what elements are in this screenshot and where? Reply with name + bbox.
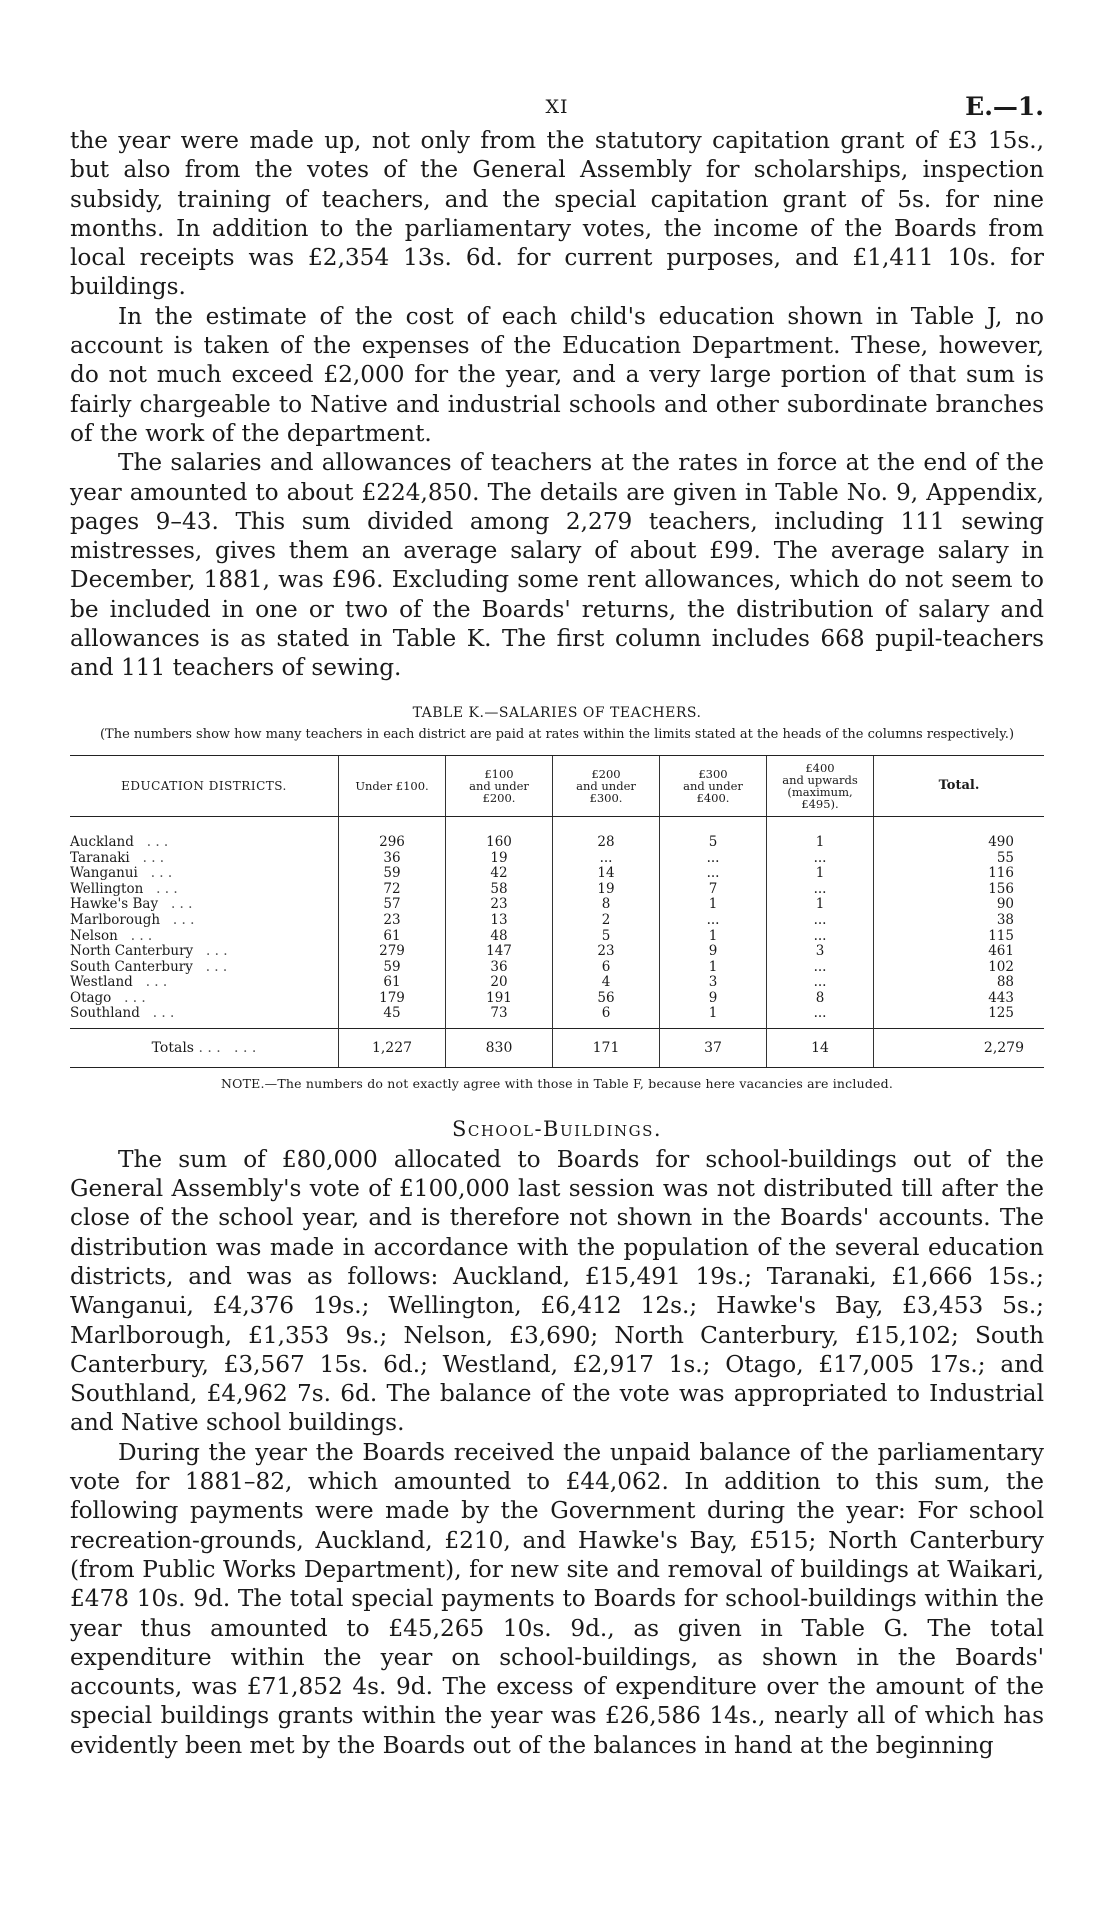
table-row xyxy=(70,991,1044,1007)
table-row xyxy=(70,881,1044,897)
cell-total: 38 xyxy=(874,913,1045,929)
cell-400-upwards: 1 xyxy=(767,816,874,850)
cell-300-400: 1 xyxy=(660,1006,767,1028)
table-header-row xyxy=(70,755,1044,816)
leader-dots: . . . xyxy=(133,833,169,850)
header-label-line: (maximum, xyxy=(787,784,853,799)
cell-total: 55 xyxy=(874,850,1045,866)
header-under-100: Under £100. xyxy=(339,755,446,816)
cell-200-300: 6 xyxy=(553,959,660,975)
table-note: (The numbers show how many teachers in each district are paid at rates within the limits stated at the heads of the columns respectively.) xyxy=(99,726,1015,742)
district-name: Wanganui xyxy=(70,865,138,882)
cell-200-300: 28 xyxy=(553,816,660,850)
paragraph-buildings-vote: The sum of £80,000 allocated to Boards for school-buildings out of the General Assembly's vote of £100,000 last session was not distributed till after the close of the school year, and is therefore not shown in the Boards' accounts. The distribution was made in accordance with the population of the several education districts, and was as follows: Auckland, £15,491 19s.; Taranaki, £1,666 15s.; Wanganui, £4,376 19s.; Wellington, £6,412 12s.; Hawke's Bay, £3,453 5s.; Marlborough, £1,353 9s.; Nelson, £3,690; North Canterbury, £15,102; South Canterbury, £3,567 15s. 6d.; Westland, £2,917 1s.; Otago, £17,005 17s.; and Southland, £4,962 7s. 6d. The balance of the vote was appropriated to Industrial and Native school buildings. xyxy=(70,1145,1044,1437)
cell-300-400: ... xyxy=(660,850,767,866)
district-cell xyxy=(70,816,339,850)
table-row xyxy=(70,897,1044,913)
section-title: School-Buildings. xyxy=(451,1116,663,1141)
cell-400-upwards: 1 xyxy=(767,866,874,882)
cell-total: 88 xyxy=(874,975,1045,991)
leader-dots: . . . xyxy=(111,989,146,1006)
cell-total: 156 xyxy=(874,881,1045,897)
cell-300-400: 1 xyxy=(660,959,767,975)
cell-200-300: 2 xyxy=(553,913,660,929)
header-label-line: £495). xyxy=(801,796,839,811)
cell-under-100: 45 xyxy=(339,1006,446,1028)
cell-300-400: 1 xyxy=(660,928,767,944)
cell-100-200: 13 xyxy=(446,913,553,929)
table-caption: TABLE K.—SALARIES OF TEACHERS. xyxy=(412,704,702,721)
cell-400-upwards: ... xyxy=(767,913,874,929)
totals-under-100: 1,227 xyxy=(339,1028,446,1067)
cell-under-100: 296 xyxy=(339,816,446,850)
cell-under-100: 59 xyxy=(339,959,446,975)
district-cell xyxy=(70,913,339,929)
district-name: Otago xyxy=(70,989,112,1006)
cell-400-upwards: ... xyxy=(767,881,874,897)
cell-total: 115 xyxy=(874,928,1045,944)
cell-300-400: 1 xyxy=(660,897,767,913)
district-cell xyxy=(70,1006,339,1028)
header-label-line: and under xyxy=(683,778,743,793)
leader-dots: . . . xyxy=(132,974,168,991)
district-cell xyxy=(70,959,339,975)
district-cell xyxy=(70,897,339,913)
district-name: North Canterbury xyxy=(70,943,194,960)
paragraph-salaries: The salaries and allowances of teachers at the rates in force at the end of the year amounted to about £224,850. The details are given in Table No. 9, Appendix, pages 9–43. This sum divided among 2,279 teachers, including 111 sewing mistresses, gives them an average salary of about £99. The average salary in December, 1881, was £96. Excluding some rent allowances, which do not seem to be included in one or two of the Boards' returns, the distribution of salary and allowances is as stated in Table K. The first column includes 668 pupil-teachers and 111 teachers of sewing. xyxy=(70,449,1044,682)
cell-200-300: 6 xyxy=(553,1006,660,1028)
cell-total: 125 xyxy=(874,1006,1045,1028)
totals-label: Totals xyxy=(151,1039,194,1056)
header-label-line: £400. xyxy=(696,790,730,805)
cell-total: 461 xyxy=(874,944,1045,960)
cell-200-300: 19 xyxy=(553,881,660,897)
header-total: Total. xyxy=(874,755,1045,816)
cell-under-100: 36 xyxy=(339,850,446,866)
table-row xyxy=(70,866,1044,882)
cell-100-200: 20 xyxy=(446,975,553,991)
cell-100-200: 191 xyxy=(446,991,553,1007)
table-row xyxy=(70,928,1044,944)
cell-under-100: 23 xyxy=(339,913,446,929)
cell-300-400: 5 xyxy=(660,816,767,850)
paragraph-continued: the year were made up, not only from the statutory capitation grant of £3 15s., but also from the votes of the General Assembly for scholarships, inspection subsidy, training of teachers, and the special capitation grant of 5s. for nine months. In addition to the parliamentary votes, the income of the Boards from local receipts was £2,354 13s. 6d. for current purposes, and £1,411 10s. for buildings. xyxy=(70,127,1044,301)
header-400-upwards xyxy=(767,755,874,816)
paragraph-cost-estimate: In the estimate of the cost of each child's education shown in Table J, no account is taken of the expenses of the Education Department. These, however, do not much exceed £2,000 for the year, and a very large portion of that sum is fairly chargeable to Native and industrial schools and other subordinate branches of the work of the department. xyxy=(70,302,1044,447)
leader-dots: . . . xyxy=(129,849,165,866)
header-label-line: £300. xyxy=(589,790,623,805)
cell-400-upwards: ... xyxy=(767,959,874,975)
district-name: Taranaki xyxy=(70,849,130,866)
district-cell xyxy=(70,928,339,944)
leader-dots: . . . xyxy=(137,865,173,882)
cell-300-400: 7 xyxy=(660,881,767,897)
cell-total: 90 xyxy=(874,897,1045,913)
district-name: Wellington xyxy=(70,880,144,897)
cell-under-100: 279 xyxy=(339,944,446,960)
header-200-300 xyxy=(553,755,660,816)
cell-300-400: 3 xyxy=(660,975,767,991)
cell-under-100: 72 xyxy=(339,881,446,897)
leader-dots: . . . xyxy=(192,958,228,975)
table-body xyxy=(70,816,1044,1028)
leader-dots: . . . xyxy=(139,1005,175,1022)
table-row xyxy=(70,944,1044,960)
salaries-table xyxy=(70,755,1044,1068)
header-300-400 xyxy=(660,755,767,816)
cell-200-300: 4 xyxy=(553,975,660,991)
header-label-line: £400 xyxy=(805,760,835,775)
cell-total: 102 xyxy=(874,959,1045,975)
totals-400-upwards: 14 xyxy=(767,1028,874,1067)
table-row xyxy=(70,850,1044,866)
cell-100-200: 36 xyxy=(446,959,553,975)
cell-100-200: 73 xyxy=(446,1006,553,1028)
table-row xyxy=(70,959,1044,975)
cell-total: 443 xyxy=(874,991,1045,1007)
cell-400-upwards: 8 xyxy=(767,991,874,1007)
cell-under-100: 59 xyxy=(339,866,446,882)
cell-under-100: 61 xyxy=(339,928,446,944)
table-footnote: NOTE.—The numbers do not exactly agree with those in Table F, because here vacancies are included. xyxy=(221,1075,893,1091)
totals-100-200: 830 xyxy=(446,1028,553,1067)
cell-400-upwards: ... xyxy=(767,975,874,991)
cell-100-200: 160 xyxy=(446,816,553,850)
cell-200-300: 23 xyxy=(553,944,660,960)
district-name: Southland xyxy=(70,1005,140,1022)
totals-total: 2,279 xyxy=(874,1028,1045,1067)
leader-dots: . . . xyxy=(143,880,178,897)
table-row xyxy=(70,975,1044,991)
cell-under-100: 57 xyxy=(339,897,446,913)
table-row xyxy=(70,1006,1044,1028)
page-number: XI xyxy=(545,96,569,118)
cell-400-upwards: 3 xyxy=(767,944,874,960)
cell-100-200: 58 xyxy=(446,881,553,897)
cell-300-400: ... xyxy=(660,913,767,929)
header-label-line: and under xyxy=(469,778,529,793)
leader-dots: . . . xyxy=(193,943,228,960)
totals-300-400: 37 xyxy=(660,1028,767,1067)
cell-200-300: ... xyxy=(553,850,660,866)
cell-200-300: 14 xyxy=(553,866,660,882)
district-cell xyxy=(70,881,339,897)
cell-100-200: 23 xyxy=(446,897,553,913)
cell-total: 490 xyxy=(874,816,1045,850)
header-label-line: and under xyxy=(576,778,636,793)
cell-300-400: ... xyxy=(660,866,767,882)
cell-under-100: 179 xyxy=(339,991,446,1007)
district-name: Nelson xyxy=(70,927,118,944)
district-cell xyxy=(70,944,339,960)
district-cell xyxy=(70,850,339,866)
header-label-line: £200. xyxy=(482,790,516,805)
paragraph-buildings-payments: During the year the Boards received the unpaid balance of the parliamentary vote for 1881–82, which amounted to £44,062. In addition to this sum, the following payments were made by the Government during the year: For school recreation-grounds, Auckland, £210, and Hawke's Bay, £515; North Canterbury (from Public Works Department), for new site and removal of buildings at Waikari, £478 10s. 9d. The total special payments to Boards for school-buildings within the year thus amounted to £45,265 10s. 9d., as given in Table G. The total expenditure within the year on school-buildings, as shown in the Boards' accounts, was £71,852 4s. 9d. The excess of expenditure over the amount of the special buildings grants within the year was £26,586 14s., nearly all of which has evidently been met by the Boards out of the balances in hand at the beginning xyxy=(70,1438,1044,1759)
cell-100-200: 48 xyxy=(446,928,553,944)
table-row xyxy=(70,816,1044,850)
cell-total: 116 xyxy=(874,866,1045,882)
totals-row xyxy=(70,1028,1044,1067)
leader-dots: . . . . . . xyxy=(198,1039,257,1056)
leader-dots: . . . xyxy=(158,896,193,913)
district-name: Hawke's Bay xyxy=(70,896,159,913)
cell-100-200: 19 xyxy=(446,850,553,866)
header-label-line: £100 xyxy=(484,766,514,781)
district-name: Westland xyxy=(70,974,133,991)
district-name: South Canterbury xyxy=(70,958,193,975)
cell-400-upwards: ... xyxy=(767,1006,874,1028)
leader-dots: . . . xyxy=(160,911,195,928)
cell-200-300: 5 xyxy=(553,928,660,944)
cell-300-400: 9 xyxy=(660,944,767,960)
header-education-districts: EDUCATION DISTRICTS. xyxy=(70,755,339,816)
leader-dots: . . . xyxy=(117,927,153,944)
cell-300-400: 9 xyxy=(660,991,767,1007)
header-100-200 xyxy=(446,755,553,816)
district-cell xyxy=(70,975,339,991)
header-label-line: £300 xyxy=(698,766,728,781)
cell-100-200: 42 xyxy=(446,866,553,882)
district-cell xyxy=(70,866,339,882)
cell-400-upwards: ... xyxy=(767,850,874,866)
district-cell xyxy=(70,991,339,1007)
header-label-line: £200 xyxy=(591,766,621,781)
document-reference: E.—1. xyxy=(965,92,1044,121)
page-header xyxy=(70,92,1044,126)
cell-400-upwards: ... xyxy=(767,928,874,944)
cell-100-200: 147 xyxy=(446,944,553,960)
cell-400-upwards: 1 xyxy=(767,897,874,913)
district-name: Auckland xyxy=(70,833,134,850)
cell-200-300: 56 xyxy=(553,991,660,1007)
totals-200-300: 171 xyxy=(553,1028,660,1067)
cell-under-100: 61 xyxy=(339,975,446,991)
cell-200-300: 8 xyxy=(553,897,660,913)
table-row xyxy=(70,913,1044,929)
totals-label-cell xyxy=(70,1028,339,1067)
district-name: Marlborough xyxy=(70,911,161,928)
header-label-line: and upwards xyxy=(782,772,858,787)
